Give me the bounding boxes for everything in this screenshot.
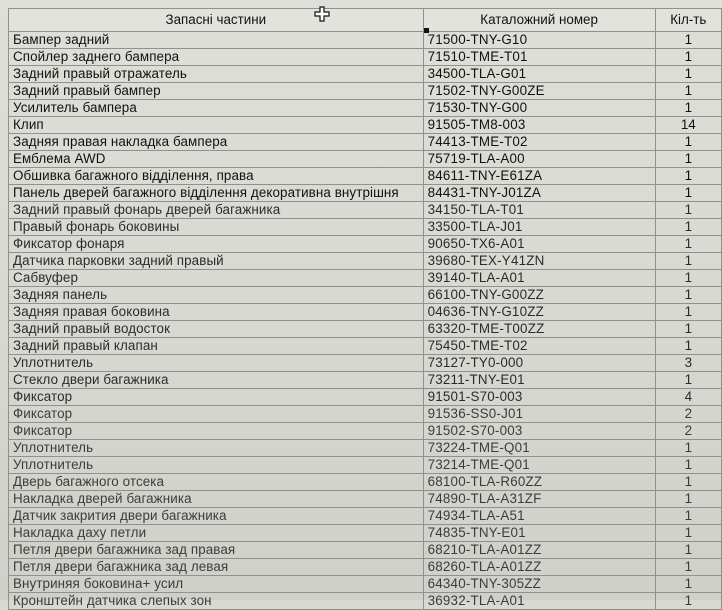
catalog-number-cell[interactable]: 36932-TLA-A01: [423, 593, 655, 610]
table-row: [9, 168, 722, 185]
part-cell[interactable]: Уплотнитель: [9, 440, 424, 457]
table-row: [9, 338, 722, 355]
catalog-number-cell[interactable]: 91536-SS0-J01: [423, 406, 655, 423]
part-cell[interactable]: Накладка дверей багажника: [9, 491, 424, 508]
table-row: [9, 151, 722, 168]
part-cell[interactable]: Петля двери багажника зад левая: [9, 559, 424, 576]
table-row: [9, 117, 722, 134]
table-row: [9, 508, 722, 525]
catalog-number-cell[interactable]: 84611-TNY-E61ZA: [423, 168, 655, 185]
catalog-number-cell[interactable]: 74413-TME-T02: [423, 134, 655, 151]
table-row: [9, 406, 722, 423]
quantity-cell[interactable]: 4: [655, 389, 721, 406]
selection-fill-handle[interactable]: [424, 28, 429, 33]
part-cell[interactable]: Правый фонарь боковины: [9, 219, 424, 236]
table-row: [9, 304, 722, 321]
catalog-number-cell[interactable]: 68100-TLA-R60ZZ: [423, 474, 655, 491]
quantity-cell[interactable]: 1: [655, 219, 721, 236]
quantity-cell[interactable]: 3: [655, 355, 721, 372]
catalog-number-cell[interactable]: 34500-TLA-G01: [423, 66, 655, 83]
catalog-number-cell[interactable]: 91505-TM8-003: [423, 117, 655, 134]
part-cell[interactable]: Усилитель бампера: [9, 100, 424, 117]
catalog-number-cell[interactable]: 75719-TLA-A00: [423, 151, 655, 168]
part-cell[interactable]: Фиксатор: [9, 406, 424, 423]
part-cell[interactable]: Уплотнитель: [9, 457, 424, 474]
catalog-number-cell[interactable]: 66100-TNY-G00ZZ: [423, 287, 655, 304]
quantity-cell[interactable]: 1: [655, 525, 721, 542]
catalog-number-cell[interactable]: 71510-TME-T01: [423, 49, 655, 66]
quantity-cell[interactable]: 1: [655, 32, 721, 49]
part-cell[interactable]: Задний правый фонарь дверей багажника: [9, 202, 424, 219]
catalog-number-cell[interactable]: 33500-TLA-J01: [423, 219, 655, 236]
quantity-cell[interactable]: 1: [655, 66, 721, 83]
quantity-cell[interactable]: 1: [655, 185, 721, 202]
part-cell[interactable]: Задняя панель: [9, 287, 424, 304]
quantity-cell[interactable]: 1: [655, 168, 721, 185]
quantity-cell[interactable]: 1: [655, 576, 721, 593]
part-cell[interactable]: Кронштейн датчика слепых зон: [9, 593, 424, 610]
quantity-cell[interactable]: 1: [655, 253, 721, 270]
catalog-number-cell[interactable]: 71502-TNY-G00ZE: [423, 83, 655, 100]
quantity-cell[interactable]: 1: [655, 491, 721, 508]
catalog-number-cell[interactable]: 73224-TME-Q01: [423, 440, 655, 457]
catalog-number-cell[interactable]: 90650-TX6-A01: [423, 236, 655, 253]
quantity-cell[interactable]: 1: [655, 236, 721, 253]
column-header-quantity[interactable]: Кіл-ть: [655, 9, 721, 32]
part-cell[interactable]: Фиксатор фонаря: [9, 236, 424, 253]
part-cell[interactable]: Задняя правая накладка бампера: [9, 134, 424, 151]
part-cell[interactable]: Панель дверей багажного відділення декоративна внутрішня: [9, 185, 424, 202]
part-cell[interactable]: Обшивка багажного відділення, права: [9, 168, 424, 185]
quantity-cell[interactable]: 14: [655, 117, 721, 134]
catalog-number-cell[interactable]: 73211-TNY-E01: [423, 372, 655, 389]
quantity-cell[interactable]: 1: [655, 151, 721, 168]
quantity-cell[interactable]: 1: [655, 100, 721, 117]
table-row: [9, 236, 722, 253]
quantity-cell[interactable]: 1: [655, 372, 721, 389]
quantity-cell[interactable]: 1: [655, 304, 721, 321]
header-row: [9, 9, 722, 32]
table-row: [9, 185, 722, 202]
table-row: [9, 474, 722, 491]
table-row: [9, 423, 722, 440]
catalog-number-cell[interactable]: 68210-TLA-A01ZZ: [423, 542, 655, 559]
part-cell[interactable]: Задний правый клапан: [9, 338, 424, 355]
part-cell[interactable]: Клип: [9, 117, 424, 134]
quantity-cell[interactable]: 1: [655, 593, 721, 610]
part-cell[interactable]: Спойлер заднего бампера: [9, 49, 424, 66]
catalog-number-cell[interactable]: 73214-TME-Q01: [423, 457, 655, 474]
table-row: [9, 389, 722, 406]
parts-table: [8, 8, 722, 610]
table-row: [9, 457, 722, 474]
part-cell[interactable]: Фиксатор: [9, 389, 424, 406]
catalog-number-cell[interactable]: 75450-TME-T02: [423, 338, 655, 355]
column-header-parts[interactable]: Запасні частини: [9, 9, 424, 32]
quantity-cell[interactable]: 1: [655, 338, 721, 355]
part-cell[interactable]: Бампер задний: [9, 32, 424, 49]
quantity-cell[interactable]: 1: [655, 134, 721, 151]
table-body: [9, 32, 722, 610]
table-row: [9, 321, 722, 338]
cell-cursor-plus-icon: [314, 6, 330, 22]
catalog-number-cell[interactable]: 73127-TY0-000: [423, 355, 655, 372]
quantity-cell[interactable]: 1: [655, 202, 721, 219]
table-row: [9, 542, 722, 559]
quantity-cell[interactable]: 1: [655, 49, 721, 66]
quantity-cell[interactable]: 2: [655, 406, 721, 423]
table-row: [9, 32, 722, 49]
quantity-cell[interactable]: 1: [655, 440, 721, 457]
table-row: [9, 440, 722, 457]
table-row: [9, 491, 722, 508]
table-row: [9, 49, 722, 66]
table-row: [9, 100, 722, 117]
catalog-number-cell[interactable]: 63320-TME-T00ZZ: [423, 321, 655, 338]
part-cell[interactable]: Емблема AWD: [9, 151, 424, 168]
catalog-number-cell[interactable]: 74934-TLA-A51: [423, 508, 655, 525]
table-row: [9, 287, 722, 304]
quantity-cell[interactable]: 1: [655, 508, 721, 525]
table-row: [9, 253, 722, 270]
part-cell[interactable]: Датчик закрития двери багажника: [9, 508, 424, 525]
part-cell[interactable]: Петля двери багажника зад правая: [9, 542, 424, 559]
catalog-number-cell[interactable]: 71530-TNY-G00: [423, 100, 655, 117]
quantity-cell[interactable]: 1: [655, 457, 721, 474]
part-cell[interactable]: Фиксатор: [9, 423, 424, 440]
quantity-cell[interactable]: 1: [655, 270, 721, 287]
catalog-number-cell[interactable]: 39680-TEX-Y41ZN: [423, 253, 655, 270]
part-cell[interactable]: Задний правый водосток: [9, 321, 424, 338]
quantity-cell[interactable]: 1: [655, 321, 721, 338]
catalog-number-cell[interactable]: 91502-S70-003: [423, 423, 655, 440]
quantity-cell[interactable]: 1: [655, 474, 721, 491]
table-row: [9, 66, 722, 83]
table-row: [9, 134, 722, 151]
part-cell[interactable]: Стекло двери багажника: [9, 372, 424, 389]
quantity-cell[interactable]: 2: [655, 423, 721, 440]
quantity-cell[interactable]: 1: [655, 542, 721, 559]
part-cell[interactable]: Внутриняя боковина+ усил: [9, 576, 424, 593]
quantity-cell[interactable]: 1: [655, 287, 721, 304]
column-header-catalog-number[interactable]: Каталожний номер: [423, 9, 655, 32]
part-cell[interactable]: Задняя правая боковина: [9, 304, 424, 321]
table-row: [9, 593, 722, 610]
part-cell[interactable]: Задний правый бампер: [9, 83, 424, 100]
quantity-cell[interactable]: 1: [655, 559, 721, 576]
table-row: [9, 83, 722, 100]
part-cell[interactable]: Дверь багажного отсека: [9, 474, 424, 491]
catalog-number-cell[interactable]: 84431-TNY-J01ZA: [423, 185, 655, 202]
part-cell[interactable]: Уплотнитель: [9, 355, 424, 372]
part-cell[interactable]: Задний правый отражатель: [9, 66, 424, 83]
catalog-number-cell[interactable]: 74835-TNY-E01: [423, 525, 655, 542]
table-row: [9, 355, 722, 372]
part-cell[interactable]: Датчика парковки задний правый: [9, 253, 424, 270]
catalog-number-cell[interactable]: 39140-TLA-A01: [423, 270, 655, 287]
catalog-number-cell[interactable]: 34150-TLA-T01: [423, 202, 655, 219]
table-row: [9, 576, 722, 593]
part-cell[interactable]: Сабвуфер: [9, 270, 424, 287]
quantity-cell[interactable]: 1: [655, 83, 721, 100]
table-row: [9, 525, 722, 542]
catalog-number-cell[interactable]: 04636-TNY-G10ZZ: [423, 304, 655, 321]
catalog-number-cell[interactable]: 64340-TNY-305ZZ: [423, 576, 655, 593]
table-row: [9, 219, 722, 236]
table-row: [9, 372, 722, 389]
table-row: [9, 202, 722, 219]
catalog-number-cell[interactable]: 74890-TLA-A31ZF: [423, 491, 655, 508]
table-row: [9, 559, 722, 576]
catalog-number-cell[interactable]: 71500-TNY-G10: [423, 32, 655, 49]
part-cell[interactable]: Накладка даху петли: [9, 525, 424, 542]
catalog-number-cell[interactable]: 91501-S70-003: [423, 389, 655, 406]
table-row: [9, 270, 722, 287]
catalog-number-cell[interactable]: 68260-TLA-A01ZZ: [423, 559, 655, 576]
